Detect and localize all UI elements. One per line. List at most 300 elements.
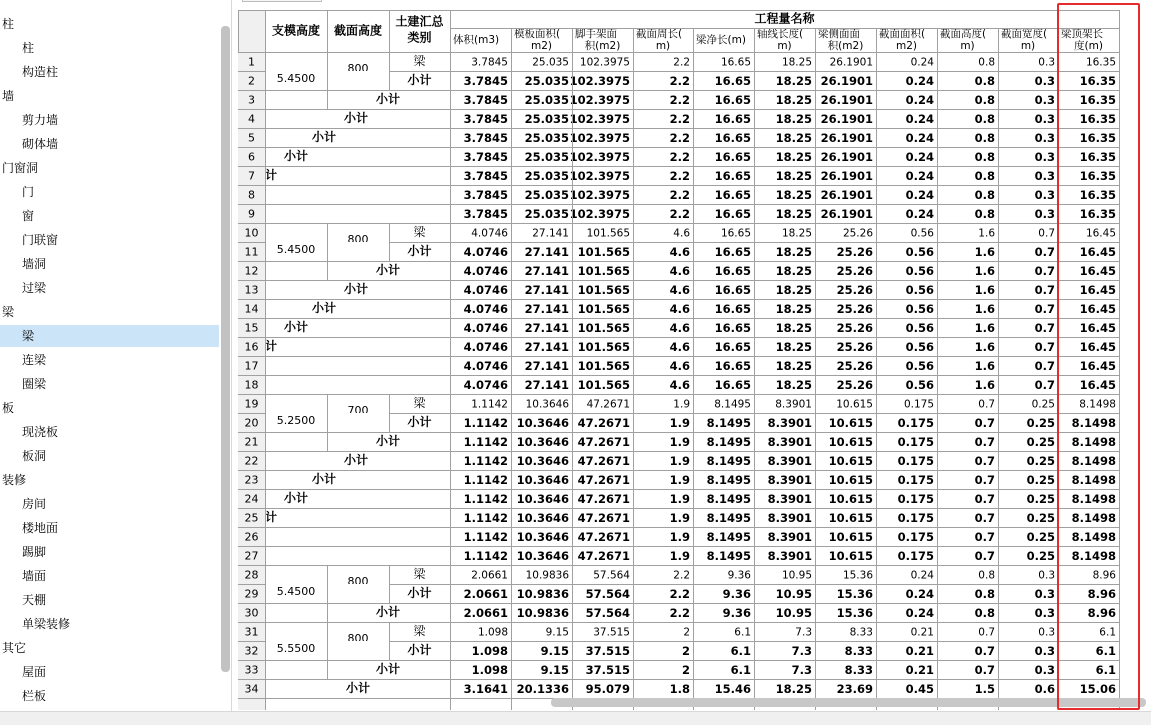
quantity-cell: 26.1901 [820,93,873,107]
tree-category[interactable]: 装修 [2,473,27,487]
quantity-cell: 0.7 [974,530,995,544]
row-number: 21 [244,435,259,449]
quantity-cell: 3.7845 [463,150,508,164]
tree-item[interactable]: 圈梁 [22,377,47,391]
quantity-cell: 47.2671 [577,473,630,487]
quantity-cell: 18.25 [775,378,812,392]
quantity-cell: 16.65 [714,321,751,335]
subtotal-label: 小计 [343,111,369,125]
quantity-cell: 0.3 [1034,207,1055,221]
quantity-cell: 0.8 [974,112,995,126]
tree-category[interactable]: 门窗洞 [2,161,39,175]
quantity-cell: 0.175 [897,511,934,525]
quantity-cell: 25.035 [524,93,569,107]
row-number: 32 [244,644,259,658]
quantity-cell: 4.0746 [471,227,508,240]
quantity-cell: 16.45 [1079,340,1116,354]
quantity-cell: 16.65 [714,264,751,278]
quantity-cell: 101.565 [577,340,630,354]
quantity-cell: 4.0746 [463,302,508,316]
quantity-cell: 10.3646 [516,530,569,544]
quantity-cell: 27.141 [524,245,569,259]
quantity-cell: 16.45 [1079,264,1116,278]
tree-item[interactable]: 门 [22,185,35,199]
quantity-cell: 1.9 [669,416,690,430]
quantity-cell: 102.3975 [569,150,630,164]
quantity-cell: 4.6 [669,245,690,259]
quantity-cell: 0.24 [905,93,934,107]
quantity-cell: 8.1498 [1079,398,1116,411]
quantity-cell: 16.65 [714,207,751,221]
quantity-cell: 10.9836 [516,587,569,601]
quantity-cell: 1.1142 [471,398,508,411]
quantity-cell: 27.141 [524,264,569,278]
quantity-cell: 26.1901 [820,188,873,202]
quantity-cell: 0.7 [1034,340,1055,354]
quantity-cell: 16.35 [1079,112,1116,126]
quantity-cell: 16.35 [1079,150,1116,164]
quantity-cell: 8.1498 [1071,454,1116,468]
quantity-cell: 0.7 [974,644,995,658]
quantity-cell: 47.2671 [577,511,630,525]
quantity-cell: 25.035 [524,150,569,164]
quantity-cell: 7.3 [795,626,812,639]
quantity-cell: 3.7845 [463,188,508,202]
support-height-cell: 5.4500 [276,243,316,256]
quantity-cell: 1.1142 [463,549,508,563]
quantity-cell: 4.0746 [463,359,508,373]
quantity-cell: 1.9 [669,473,690,487]
row-number: 19 [244,397,259,411]
column-header: 轴线长度( [757,28,804,40]
quantity-cell: 2 [683,626,690,639]
quantity-cell: 8.1495 [706,435,751,449]
quantity-cell: 10.95 [775,606,812,620]
quantity-cell: 4.6 [669,321,690,335]
quantity-cell: 18.25 [775,340,812,354]
quantity-cell: 101.565 [577,264,630,278]
quantity-cell: 0.7 [974,416,995,430]
tree-category[interactable]: 柱 [2,17,15,31]
quantity-cell: 2 [681,663,690,677]
quantity-cell: 8.3901 [767,416,812,430]
quantity-cell: 25.035 [524,112,569,126]
tree-item[interactable]: 踢脚 [22,545,47,559]
quantity-cell: 2.2 [669,587,690,601]
component-tree[interactable] [0,0,232,712]
quantity-cell: 3.7845 [471,56,508,69]
tree-item[interactable]: 板洞 [22,449,47,463]
quantity-cell: 8.1495 [706,511,751,525]
quantity-cell: 4.0746 [463,340,508,354]
quantity-cell: 8.1498 [1071,511,1116,525]
quantity-cell: 0.7 [1034,378,1055,392]
quantity-cell: 10.9836 [525,569,569,582]
quantity-cell: 0.24 [910,569,934,582]
category-cell: 梁 [413,225,426,239]
quantity-cell: 18.25 [775,264,812,278]
quantity-cell: 4.0746 [463,245,508,259]
quantity-cell: 16.65 [714,188,751,202]
quantity-cell: 102.3975 [569,188,630,202]
quantity-cell: 0.7 [974,435,995,449]
quantity-cell: 15.46 [714,682,751,696]
quantity-cell: 0.56 [905,340,934,354]
quantity-cell: 18.25 [775,359,812,373]
quantity-cell: 10.3646 [516,511,569,525]
quantity-cell: 27.141 [532,227,569,240]
quantity-cell: 3.7845 [463,93,508,107]
quantity-cell: 16.65 [714,302,751,316]
quantity-cell: 18.25 [781,56,812,69]
quantity-cell: 0.3 [1034,150,1055,164]
tree-item[interactable]: 天棚 [22,593,47,607]
quantity-cell: 4.6 [669,283,690,297]
quantity-cell: 6.1 [730,663,751,677]
quantity-cell: 16.45 [1079,302,1116,316]
tree-item[interactable]: 砌体墙 [22,137,59,151]
quantity-cell: 27.141 [524,359,569,373]
support-height-cell: 5.4500 [276,585,316,598]
row-number: 6 [248,150,255,164]
quantity-cell: 3.7845 [463,74,508,88]
quantity-cell: 2.2 [673,56,690,69]
quantity-cell: 16.45 [1085,227,1116,240]
quantity-cell: 26.1901 [820,150,873,164]
quantity-cell: 4.6 [669,359,690,373]
column-header: m) [777,40,792,52]
quantity-cell: 9.36 [727,569,751,582]
quantity-cell: 2.2 [669,150,690,164]
quantity-cell: 27.141 [524,340,569,354]
row-number: 18 [244,378,259,392]
quantity-cell: 3.1641 [463,682,508,696]
quantity-cell: 47.2671 [586,398,630,411]
tree-category[interactable]: 墙 [2,89,15,103]
quantity-cell: 6.1 [1095,644,1116,658]
quantity-cell: 10.95 [781,569,812,582]
quantity-cell: 16.65 [714,112,751,126]
subtotal-label: 小计 [407,586,432,600]
subtotal-label: 计 [264,339,278,353]
quantity-cell: 1.6 [974,340,995,354]
quantity-cell: 101.565 [577,245,630,259]
row-number: 12 [244,264,259,278]
quantity-cell: 0.24 [905,188,934,202]
quantity-cell: 47.2671 [577,530,630,544]
quantity-cell: 27.141 [524,302,569,316]
row-number: 31 [244,625,259,639]
quantity-cell: 18.25 [775,245,812,259]
row-number: 14 [244,302,259,316]
tree-item[interactable]: 墙洞 [22,257,47,271]
tree-item[interactable]: 窗 [22,209,35,223]
quantity-cell: 18.25 [775,188,812,202]
subtotal-label: 小计 [283,491,309,505]
column-header: 度(m) [1074,40,1103,52]
quantity-cell: 0.3 [1034,188,1055,202]
quantity-cell: 8.1495 [714,398,751,411]
quantity-cell: 0.7 [1038,227,1055,240]
quantity-cell: 26.1901 [829,56,873,69]
quantity-cell: 15.06 [1079,682,1116,696]
quantity-cell: 16.45 [1079,245,1116,259]
quantity-cell: 10.3646 [516,549,569,563]
quantity-cell: 0.7 [974,549,995,563]
tree-item[interactable]: 现浇板 [22,425,59,439]
quantity-cell: 0.24 [905,112,934,126]
quantity-cell: 3.7845 [463,131,508,145]
quantity-cell: 10.95 [775,587,812,601]
quantity-cell: 4.0746 [463,283,508,297]
quantity-cell: 25.26 [842,227,873,240]
quantity-cell: 0.8 [978,56,995,69]
report-tab[interactable] [242,0,322,2]
quantity-cell: 1.8 [669,682,690,696]
quantity-cell: 0.175 [897,492,934,506]
quantity-cell: 47.2671 [577,416,630,430]
quantity-cell: 25.035 [524,207,569,221]
quantity-cell: 16.65 [720,227,751,240]
column-header: m2) [895,40,918,52]
row-number: 20 [244,416,259,430]
quantity-cell: 0.7 [974,663,995,677]
quantity-cell: 27.141 [524,321,569,335]
quantity-cell: 25.26 [836,245,873,259]
row-number: 33 [244,663,259,677]
subtotal-label: 小计 [283,320,309,334]
row-number: 16 [244,340,259,354]
quantity-cell: 16.35 [1079,74,1116,88]
quantity-cell: 16.45 [1079,359,1116,373]
quantity-cell: 57.564 [593,569,630,582]
quantity-cell: 0.24 [905,606,934,620]
tree-scrollbar[interactable] [221,26,230,672]
subtotal-label: 小计 [311,301,337,315]
quantity-cell: 57.564 [585,606,630,620]
quantity-cell: 95.079 [585,682,630,696]
horizontal-scrollbar[interactable] [551,698,1146,707]
quantity-cell: 16.65 [714,378,751,392]
quantity-cell: 4.0746 [463,378,508,392]
quantity-cell: 102.3975 [569,131,630,145]
tree-category[interactable]: 梁 [2,305,15,319]
row-number: 13 [244,283,259,297]
quantity-cell: 1.1142 [463,473,508,487]
quantity-cell: 0.24 [905,169,934,183]
tree-item[interactable]: 墙面 [22,569,47,583]
quantity-cell: 1.9 [669,492,690,506]
quantity-cell: 8.96 [1087,606,1116,620]
subtotal-label: 小计 [407,643,432,657]
quantity-cell: 16.35 [1079,169,1116,183]
tree-item[interactable]: 连梁 [22,353,47,367]
subtotal-label: 小计 [311,130,337,144]
column-header: 截面高度 [333,23,383,38]
quantity-cell: 25.26 [836,378,873,392]
quantity-cell: 2.2 [673,569,690,582]
quantity-cell: 1.1142 [463,416,508,430]
status-strip [0,711,1151,725]
quantity-cell: 0.175 [897,530,934,544]
quantity-cell: 4.6 [669,378,690,392]
tree-item[interactable]: 柱 [22,41,35,55]
tree-item[interactable]: 屋面 [22,665,47,679]
subtotal-label: 小计 [283,149,309,163]
quantity-cell: 8.1498 [1071,416,1116,430]
quantity-cell: 10.3646 [516,435,569,449]
quantity-cell: 4.6 [669,340,690,354]
quantity-cell: 0.25 [1026,454,1055,468]
section-height-cell: 800 [347,62,369,75]
support-height-cell: 5.5500 [276,642,316,655]
column-header: 梁顶架长 [1061,28,1103,40]
column-header: 梁净长(m) [696,34,746,46]
quantity-cell: 2.0661 [471,569,508,582]
tree-item[interactable]: 房间 [22,497,47,511]
quantity-cell: 25.035 [524,188,569,202]
tree-item[interactable]: 构造柱 [22,65,59,79]
subtotal-label: 小计 [343,282,369,296]
quantity-cell: 10.3646 [516,492,569,506]
column-header: 脚手架面 [575,28,617,40]
tree-item[interactable]: 栏板 [22,689,47,703]
quantity-cell: 10.615 [828,549,873,563]
quantity-cell: 1.1142 [463,454,508,468]
quantity-cell: 0.56 [905,359,934,373]
quantity-cell: 8.3901 [767,530,812,544]
quantity-cell: 101.565 [577,302,630,316]
column-header: 类别 [407,30,432,45]
quantity-cell: 0.56 [905,302,934,316]
row-number: 1 [248,55,255,69]
quantity-cell: 102.3975 [569,74,630,88]
quantity-cell: 0.24 [905,74,934,88]
quantity-cell: 18.25 [775,131,812,145]
quantity-cell: 1.9 [669,549,690,563]
row-number: 3 [248,93,255,107]
tree-item[interactable]: 楼地面 [22,521,59,535]
quantity-cell: 0.8 [974,93,995,107]
quantity-cell: 8.3901 [767,435,812,449]
quantity-cell: 9.15 [545,626,569,639]
quantity-cell: 0.25 [1026,530,1055,544]
quantity-cell: 1.1142 [463,511,508,525]
quantity-cell: 1.9 [669,435,690,449]
quantity-cell: 0.3 [1034,663,1055,677]
quantity-cell: 8.3901 [775,398,812,411]
quantity-cell: 26.1901 [820,112,873,126]
quantity-cell: 1.6 [974,245,995,259]
support-height-cell: 5.2500 [276,414,316,427]
quantity-cell: 8.3901 [767,492,812,506]
quantity-cell: 18.25 [775,150,812,164]
quantity-cell: 25.26 [836,340,873,354]
quantity-cell: 0.24 [910,56,934,69]
quantity-cell: 0.3 [1034,112,1055,126]
tree-item[interactable]: 剪力墙 [22,113,59,127]
quantity-cell: 8.1495 [706,473,751,487]
subtotal-label: 小计 [375,662,401,676]
quantity-cell: 0.3 [1038,56,1055,69]
quantity-cell: 0.175 [897,473,934,487]
quantity-cell: 1.098 [477,626,508,639]
quantity-cell: 10.615 [828,473,873,487]
quantity-cell: 0.8 [974,131,995,145]
quantity-cell: 10.3646 [516,416,569,430]
category-cell: 梁 [413,624,426,638]
quantity-cell: 16.45 [1079,378,1116,392]
row-number: 28 [244,568,259,582]
quantity-cell: 102.3975 [569,169,630,183]
subtotal-label: 小计 [375,434,401,448]
quantity-cell: 8.3901 [767,549,812,563]
quantity-cell: 18.25 [775,682,812,696]
quantity-cell: 3.7845 [463,112,508,126]
quantity-cell: 57.564 [585,587,630,601]
quantity-cell: 8.3901 [767,473,812,487]
tree-item[interactable]: 过梁 [22,281,47,295]
row-number: 27 [244,549,259,563]
row-number: 23 [244,473,259,487]
quantity-cell: 8.1495 [706,454,751,468]
quantity-cell: 0.7 [1034,264,1055,278]
quantity-cell: 47.2671 [577,435,630,449]
tree-category[interactable]: 其它 [2,641,27,655]
subtotal-label: 小计 [343,453,369,467]
subtotal-label: 小计 [407,73,432,87]
column-header: 体积(m3) [453,34,500,46]
quantity-cell: 10.3646 [516,454,569,468]
category-cell: 梁 [413,54,426,68]
quantity-cell: 1.6 [974,359,995,373]
subtotal-label: 小计 [407,415,432,429]
row-number: 9 [248,207,255,221]
row-number: 29 [244,587,259,601]
tree-category[interactable]: 板 [2,401,15,415]
quantity-cell: 0.8 [974,188,995,202]
column-header: 梁侧面面 [818,28,860,40]
quantity-cell: 26.1901 [820,169,873,183]
column-header: 积(m2) [827,40,864,52]
tree-item[interactable]: 门联窗 [22,233,59,247]
quantity-grid[interactable] [238,10,1121,710]
tree-item[interactable]: 单梁装修 [22,617,71,631]
quantity-cell: 0.175 [897,454,934,468]
quantity-cell: 2 [681,644,690,658]
quantity-cell: 6.1 [734,626,751,639]
quantity-cell: 1.098 [471,663,508,677]
quantity-cell: 0.3 [1038,569,1055,582]
quantity-cell: 0.45 [905,682,934,696]
quantity-cell: 8.33 [849,626,873,639]
quantity-cell: 15.36 [836,587,873,601]
quantity-cell: 3.7845 [463,169,508,183]
row-number: 17 [244,359,259,373]
quantity-cell: 8.1495 [706,416,751,430]
column-header: m) [960,40,975,52]
quantity-cell: 9.15 [540,663,569,677]
row-number: 24 [244,492,259,506]
quantity-cell: 27.141 [524,283,569,297]
quantity-cell: 16.45 [1079,283,1116,297]
quantity-cell: 16.35 [1079,188,1116,202]
tree-item[interactable]: 梁 [0,325,219,347]
quantity-cell: 25.035 [524,169,569,183]
quantity-cell: 0.3 [1034,93,1055,107]
quantity-cell: 3.7845 [463,207,508,221]
section-height-cell: 800 [347,575,369,588]
